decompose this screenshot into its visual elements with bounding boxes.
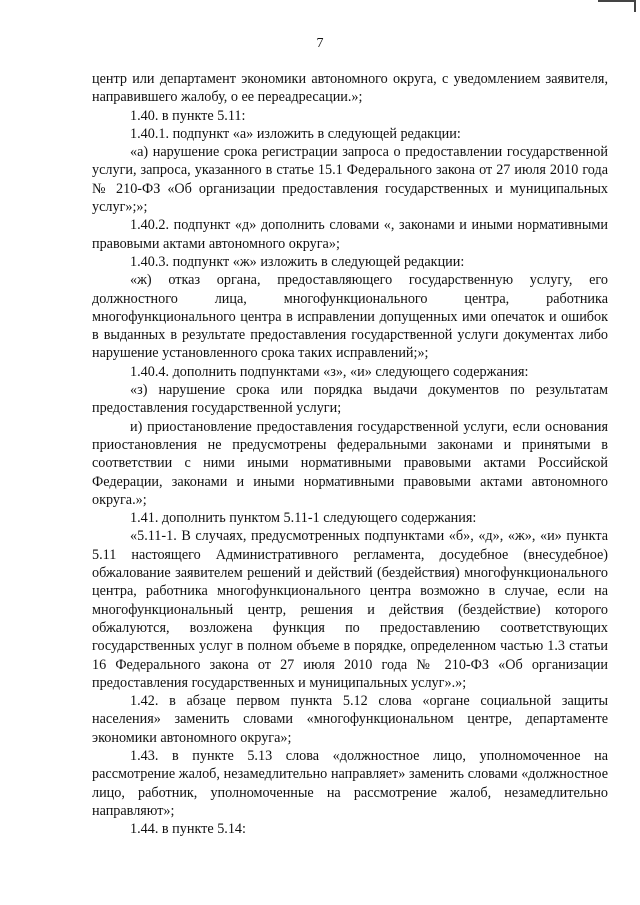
paragraph-subpoint-a: «а) нарушение срока регистрации запроса о предоставлении государственной услуги, запроса, указанного в статье 15.1 Федерального закона от 27 июля 2010 года № 210-ФЗ «Об организации предоставления государственных и муниципальных услуг»;»; [92,144,608,216]
paragraph-1-43: 1.43. в пункте 5.13 слова «должностное лицо, уполномоченное на рассмотрение жалоб, незамедлительно направляет» заменить словами «должностное лицо, работник, уполномоченные на рассмотрение жалоб, незамедлительно направляют»; [92,747,608,819]
paragraph-subpoint-zh: «ж) отказ органа, предоставляющего государственную услугу, его должностного лица, многофункционального центра, работника многофункционального центра в исправлении допущенных ими опечаток и ошибок в выданных в результате предоставления государственной услуги документах либо нарушение установленного срока таких исправлений;»; [92,272,608,362]
paragraph-1-40-1: 1.40.1. подпункт «а» изложить в следующей редакции: [130,125,461,142]
document-body [92,70,608,838]
paragraph-1-42: 1.42. в абзаце первом пункта 5.12 слова «органе социальной защиты населения» заменить словами «многофункциональном центре, департаменте экономики автономного округа»; [92,693,608,746]
paragraph-1-40-4: 1.40.4. дополнить подпунктами «з», «и» следующего содержания: [130,363,529,380]
paragraph-5-11-1: «5.11-1. В случаях, предусмотренных подпунктами «б», «д», «ж», «и» пункта 5.11 настоящего Административного регламента, досудебное (внесудебное) обжалование заявителем решений и действий (бездействия) многофункционального центра, работника многофункционального центра возможно в случае, если на многофункциональный центр, решения и действия (бездействие) которого обжалуются, возложена функция по предоставлению соответствующих государственных услуг в полном объеме в порядке, определенном частью 1.3 статьи 16 Федерального закона от 27 июля 2010 года № 210-ФЗ «Об организации предоставления государственных и муниципальных услуг».»; [92,528,608,691]
corner-fold-mark [598,0,636,12]
paragraph-continuation: центр или департамент экономики автономного округа, с уведомлением заявителя, направившего жалобу, о ее переадресации.»; [92,71,608,106]
paragraph-1-40: 1.40. в пункте 5.11: [130,107,246,124]
paragraph-1-40-3: 1.40.3. подпункт «ж» изложить в следующей редакции: [130,253,465,270]
paragraph-subpoint-i: и) приостановление предоставления государственной услуги, если основания приостановления не предусмотрены федеральными законами и принятыми в соответствии с ними иными нормативными правовыми актами Российской Федерации, законами и иными нормативными правовыми актами автономного округа.»; [92,418,608,508]
paragraph-subpoint-z: «з) нарушение срока или порядка выдачи документов по результатам предоставления государственной услуги; [92,382,608,417]
page-number: 7 [316,36,324,51]
paragraph-1-41: 1.41. дополнить пунктом 5.11-1 следующего содержания: [130,510,477,527]
paragraph-1-40-2: 1.40.2. подпункт «д» дополнить словами «, законами и иными нормативными правовыми актами автономного округа»; [92,217,608,252]
paragraph-1-44: 1.44. в пункте 5.14: [130,821,246,838]
